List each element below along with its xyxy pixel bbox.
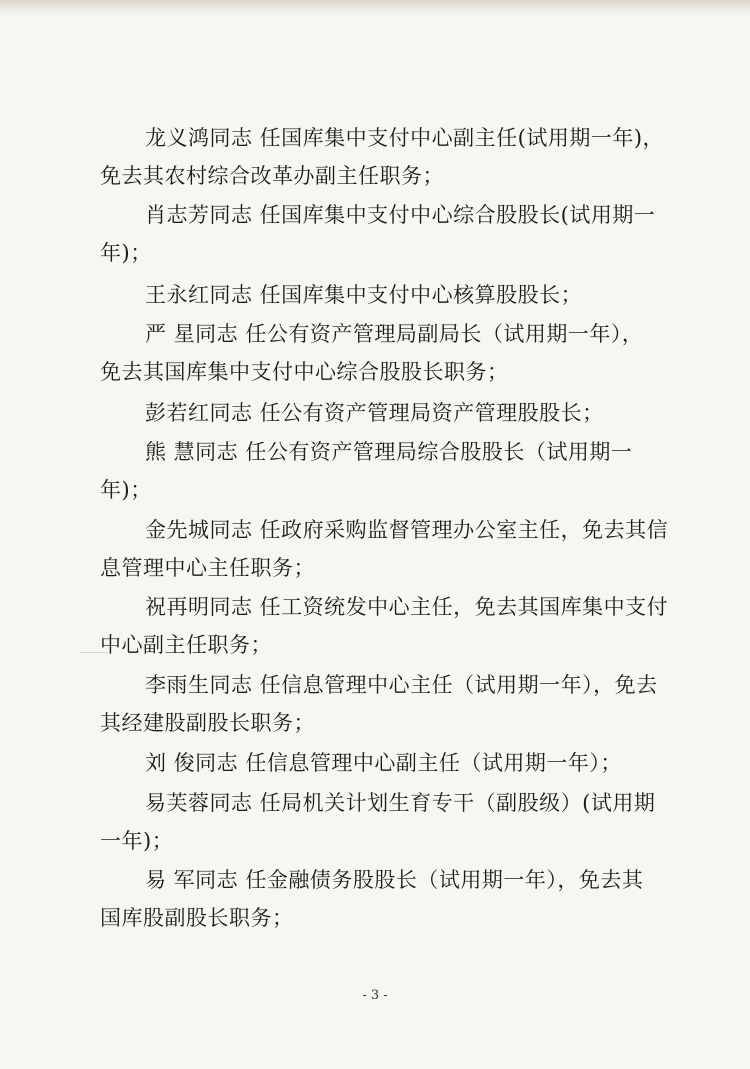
text-line: 国库股副股长职务； (100, 906, 294, 930)
text-line: 息管理中心主任职务； (100, 556, 315, 580)
text-line: 刘 俊同志 任信息管理中心副主任（试用期一年）； (145, 751, 622, 775)
text-line: 李雨生同志 任信息管理中心主任（试用期一年），免去 (145, 673, 658, 697)
text-line: 龙义鸿同志 任国库集中支付中心副主任(试用期一年)， (145, 126, 665, 150)
page-number: - 3 - (362, 988, 388, 1003)
text-line: 熊 慧同志 任公有资产管理局综合股股长（试用期一 (145, 440, 633, 464)
text-line: 易芙蓉同志 任局机关计划生育专干（副股级）(试用期 (145, 791, 656, 815)
text-line: 年)； (100, 241, 152, 265)
text-line: 免去其农村综合改革办副主任职务； (100, 164, 444, 188)
text-line: 年)； (100, 478, 152, 502)
text-line: 免去其国库集中支付中心综合股股长职务； (100, 360, 509, 384)
text-line: 祝再明同志 任工资统发中心主任，免去其国库集中支付 (145, 595, 669, 619)
text-line: 彭若红同志 任公有资产管理局资产管理股股长； (145, 401, 604, 425)
text-line: 王永红同志 任国库集中支付中心核算股股长； (145, 283, 583, 307)
text-line: 金先城同志 任政府采购监督管理办公室主任，免去其信 (145, 518, 669, 542)
text-line: 严 星同志 任公有资产管理局副局长（试用期一年）， (145, 322, 644, 346)
text-line: 其经建股副股长职务； (100, 711, 315, 735)
text-line: 一年)； (100, 829, 174, 853)
text-line: 中心副主任职务； (100, 633, 272, 657)
text-line: 易 军同志 任金融债务股股长（试用期一年），免去其 (145, 868, 644, 892)
text-line: 肖志芳同志 任国库集中支付中心综合股股长(试用期一 (145, 203, 656, 227)
